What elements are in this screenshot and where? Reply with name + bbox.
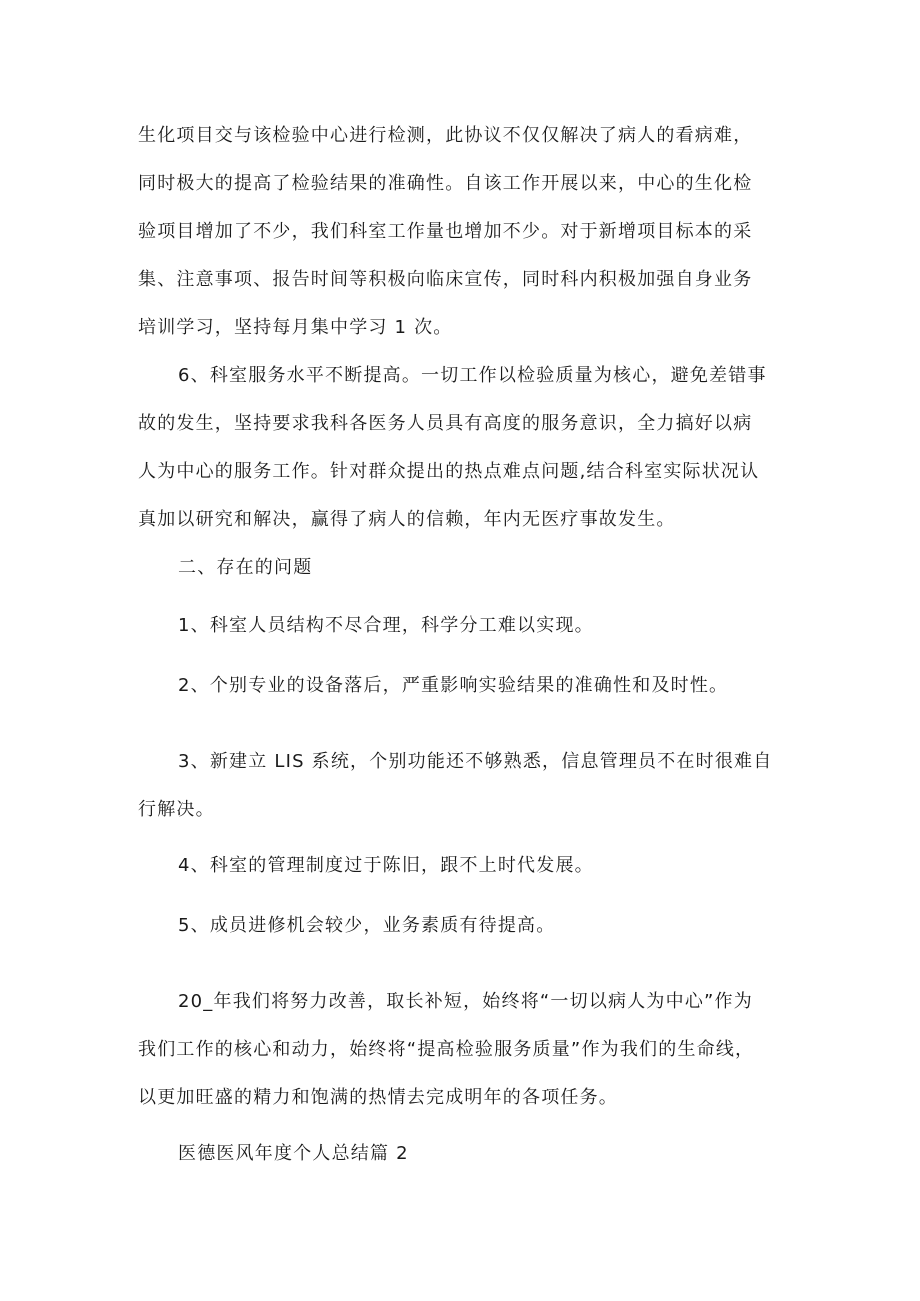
paragraph-line: 验项目增加了不少，我们科室工作量也增加不少。对于新增项目标本的采 [138,221,753,242]
paragraph-line: 真加以研究和解决，赢得了病人的信赖，年内无医疗事故发生。 [138,509,676,530]
paragraph-line: 培训学习，坚持每月集中学习 1 次。 [138,317,453,338]
paragraph-line: 6、科室服务水平不断提高。一切工作以检验质量为核心，避免差错事 [178,365,767,386]
paragraph-line: 以更加旺盛的精力和饱满的热情去完成明年的各项任务。 [138,1087,618,1108]
paragraph-line: 我们工作的核心和动力，始终将“提高检验服务质量”作为我们的生命线， [138,1039,755,1060]
issue-item-continuation: 行解决。 [138,799,215,820]
paragraph-line: 故的发生，坚持要求我科各医务人员具有高度的服务意识，全力搞好以病 [138,413,753,434]
issue-item: 1、科室人员结构不尽合理，科学分工难以实现。 [178,615,594,636]
issue-item: 3、新建立 LIS 系统，个别功能还不够熟悉，信息管理员不在时很难自 [178,751,773,772]
paragraph-line: 20_年我们将努力改善，取长补短，始终将“一切以病人为中心”作为 [178,991,753,1012]
issue-item: 4、科室的管理制度过于陈旧，跟不上时代发展。 [178,855,594,876]
paragraph-line: 人为中心的服务工作。针对群众提出的热点难点问题,结合科室实际状况认 [138,461,760,482]
paragraph-line: 生化项目交与该检验中心进行检测，此协议不仅仅解决了病人的看病难， [138,125,753,146]
issue-item: 5、成员进修机会较少，业务素质有待提高。 [178,915,556,936]
next-section-title: 医德医风年度个人总结篇 2 [178,1143,409,1164]
paragraph-line: 同时极大的提高了检验结果的准确性。自该工作开展以来，中心的生化检 [138,173,753,194]
paragraph-line: 集、注意事项、报告时间等积极向临床宣传，同时科内积极加强自身业务 [138,269,753,290]
issue-item: 2、个别专业的设备落后，严重影响实验结果的准确性和及时性。 [178,675,729,696]
section-heading: 二、存在的问题 [178,557,313,578]
